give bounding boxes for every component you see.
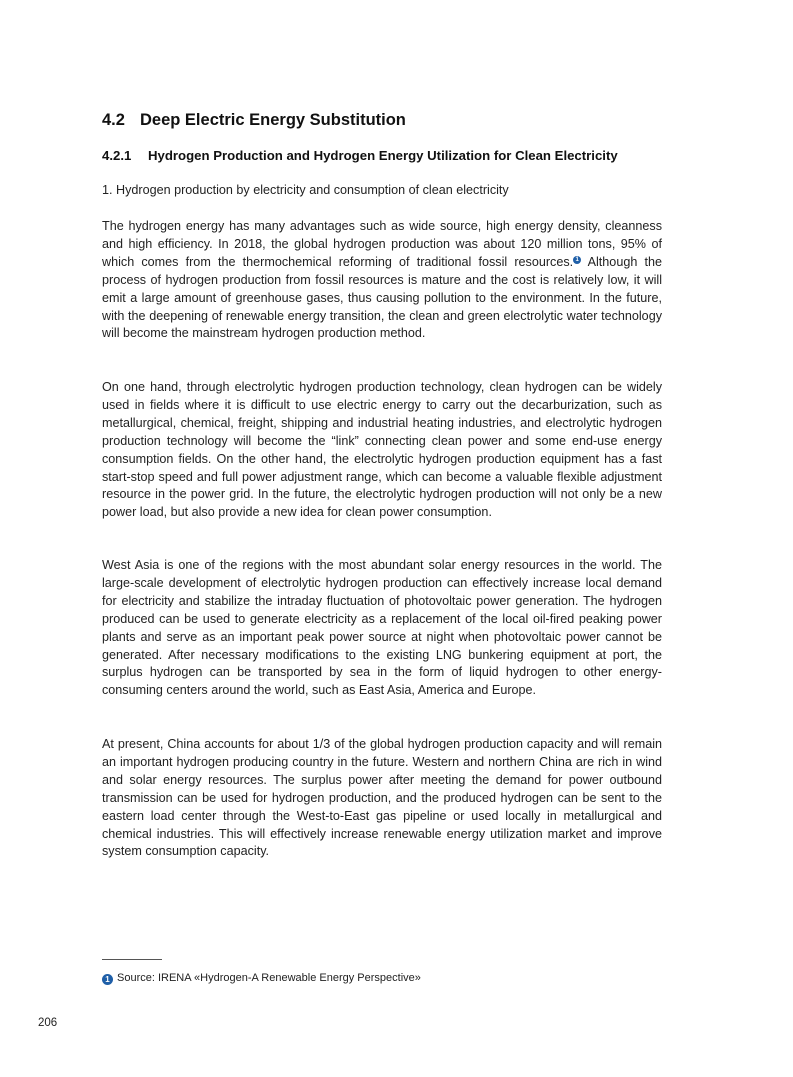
subsection-heading — [102, 148, 618, 163]
section-title: Deep Electric Energy Substitution — [140, 111, 406, 129]
subheading: 1. Hydrogen production by electricity and consumption of clean electricity — [102, 183, 509, 197]
footnote-marker-icon[interactable]: 1 — [573, 256, 581, 264]
subsection-number: 4.2.1 — [102, 148, 132, 163]
footnote-text: Source: IRENA «Hydrogen-A Renewable Energy Perspective» — [117, 972, 421, 984]
paragraph-3: West Asia is one of the regions with the most abundant solar energy resources in the world. The large-scale development of electrolytic hydrogen production can effectively increase local demand for electricity and stabilize the intraday fluctuation of photovoltaic power generation. The hydrogen produced can be used to generate electricity as a replacement of the local oil-fired peaking power plants and serve as an important peak power source at night when photovoltaic power cannot be generated. After necessary modifications to the existing LNG bunkering equipment at port, the surplus hydrogen can be transported by sea in the form of liquid hydrogen to other energy-consuming centers around the world, such as East Asia, America and Europe. — [102, 558, 662, 698]
paragraph-2: On one hand, through electrolytic hydrogen production technology, clean hydrogen can be widely used in fields where it is difficult to use electric energy to carry out the decarburization, such as metallurgical, chemical, freight, shipping and industrial heating industries, and electrolytic hydrogen production technology will become the “link” connecting clean power and some end-use energy consumption fields. On the other hand, the electrolytic hydrogen production equipment has a fast start-stop speed and full power adjustment range, which can become a valuable flexible adjustment resource in the power grid. In the future, the electrolytic hydrogen production will not only be a new power load, but also provide a new idea for clean power consumption. — [102, 380, 662, 520]
subsection-title: Hydrogen Production and Hydrogen Energy Utilization for Clean Electricity — [148, 148, 618, 163]
paragraph-1 — [102, 218, 662, 343]
paragraph-1-text-a: The hydrogen energy has many advantages such as wide source, high energy density, cleanness and high efficiency. In 2018, the global hydrogen production was about 120 million tons, 95% of which comes from the thermochemical reforming of traditional fossil resources. — [102, 219, 662, 269]
section-number: 4.2 — [102, 111, 125, 129]
paragraph-4: At present, China accounts for about 1/3 of the global hydrogen production capacity and will remain an important hydrogen producing country in the future. Western and northern China are rich in wind and solar energy resources. The surplus power after meeting the demand for power outbound transmission can be used for hydrogen production, and the produced hydrogen can be sent to the eastern load center through the West-to-East gas pipeline or used locally in metallurgical and chemical industries. This will effectively increase renewable energy utilization market and improve system consumption capacity. — [102, 737, 662, 859]
footnote — [102, 972, 421, 985]
section-heading — [102, 111, 406, 130]
paragraph-1-text-b: Although the process of hydrogen production from fossil resources is mature and the cost is relatively low, it will emit a large amount of greenhouse gases, thus causing pollution to the environment. In the future, with the deepening of renewable energy transition, the clean and green electrolytic water technology will become the mainstream hydrogen production method. — [102, 254, 662, 341]
page-number: 206 — [38, 1017, 58, 1029]
footnote-divider — [102, 959, 162, 960]
footnote-number-icon: 1 — [102, 974, 113, 985]
